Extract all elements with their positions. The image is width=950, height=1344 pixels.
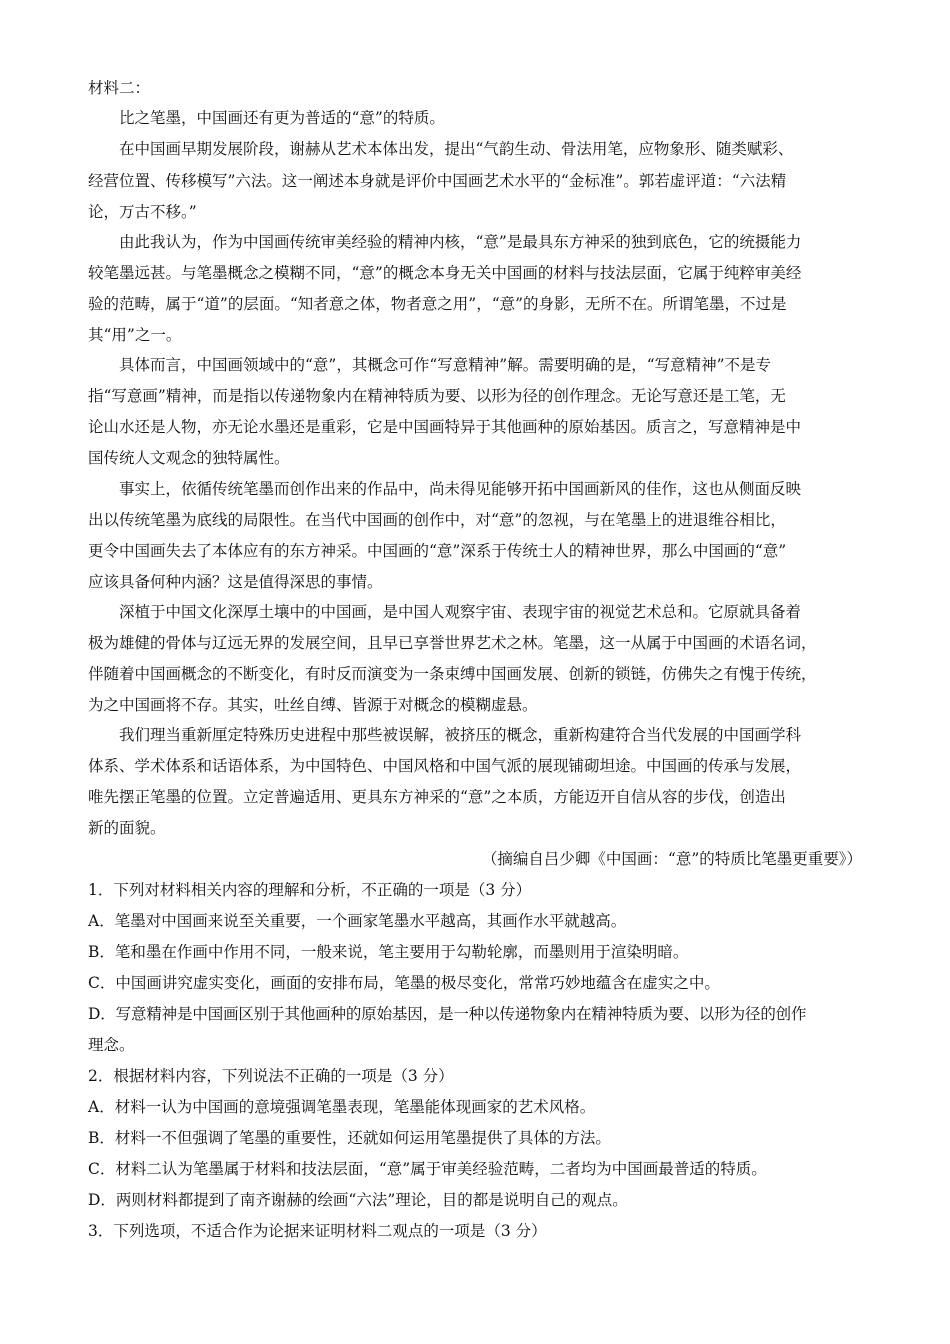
paragraph-line: 我们理当重新厘定特殊历史进程中那些被误解，被挤压的概念，重新构建符合当代发展的中国画学科 [119,726,802,744]
question-option: C．材料二认为笔墨属于材料和技法层面，“意”属于审美经验范畴，二者均为中国画最普适的特质。 [88,1160,767,1178]
question-stem: 3．下列选项，不适合作为论据来证明材料二观点的一项是（3 分） [88,1222,547,1240]
paragraph-line: 较笔墨远甚。与笔墨概念之模糊不同，“意”的概念本身无关中国画的材料与技法层面，它属于纯粹审美经 [88,264,802,282]
paragraph-line: 国传统人文观念的独特属性。 [88,449,290,467]
paragraph-line: 验的范畴，属于“道”的层面。“知者意之体，物者意之用”，“意”的身影，无所不在。所谓笔墨，不过是 [88,295,787,313]
paragraph-line: 极为雄健的骨体与辽远无界的发展空间，且早已享誉世界艺术之林。笔墨，这一从属于中国画的术语名词， [88,634,817,652]
paragraph-line: 经营位置、传移模写”六法。这一阐述本身就是评价中国画艺术水平的“金标准”。郭若虚评道：“六法精 [88,172,787,190]
paragraph-line: 事实上，依循传统笔墨而创作出来的作品中，尚未得见能够开拓中国画新风的佳作，这也从侧面反映 [119,480,802,498]
question-option: D．写意精神是中国画区别于其他画种的原始基因，是一种以传递物象内在精神特质为要、以形为径的创作 [88,1005,807,1023]
paragraph-line: 比之笔墨，中国画还有更为普适的“意”的特质。 [119,109,445,127]
paragraph-line: 具体而言，中国画领域中的“意”，其概念可作“写意精神”解。需要明确的是，“写意精神”不是专 [119,356,772,374]
paragraph-line: 论，万古不移。” [88,203,197,221]
paragraph-line: 在中国画早期发展阶段，谢赫从艺术本体出发，提出“气韵生动、骨法用笔，应物象形、随类赋彩、 [119,140,794,158]
paragraph-line: 更令中国画失去了本体应有的东方神采。中国画的“意”深系于传统士人的精神世界，那么中国画的“意” [88,542,787,560]
question-option-continuation: 理念。 [88,1036,135,1054]
paragraph-line: 深植于中国文化深厚土壤中的中国画，是中国人观察宇宙、表现宇宙的视觉艺术总和。它原就具备着 [119,603,802,621]
question-option: B．材料一不但强调了笔墨的重要性，还就如何运用笔墨提供了具体的方法。 [88,1129,611,1147]
question-stem: 2．根据材料内容，下列说法不正确的一项是（3 分） [88,1067,454,1085]
question-option: D．两则材料都提到了南齐谢赫的绘画“六法”理论，目的都是说明自己的观点。 [88,1191,628,1209]
question-stem: 1．下列对材料相关内容的理解和分析，不正确的一项是（3 分） [88,881,532,899]
material-heading: 材料二： [88,79,151,97]
paragraph-line: 论山水还是人物，亦无论水墨还是重彩，它是中国画特异于其他画种的原始基因。质言之，写意精神是中 [88,418,802,436]
paragraph-line: 唯先摆正笔墨的位置。立定普遍适用、更具东方神采的“意”之本质，方能迈开自信从容的步伐，创造出 [88,788,786,806]
paragraph-line: 出以传统笔墨为底线的局限性。在当代中国画的创作中，对“意”的忽视，与在笔墨上的进退维谷相比， [88,511,786,529]
paragraph-line: 为之中国画将不存。其实，吐丝自缚、皆源于对概念的模糊虚悬。 [88,696,538,714]
question-option: A．材料一认为中国画的意境强调笔墨表现，笔墨能体现画家的艺术风格。 [88,1098,596,1116]
paragraph-line: 应该具备何种内涵？这是值得深思的事情。 [88,573,383,591]
question-option: A．笔墨对中国画来说至关重要，一个画家笔墨水平越高，其画作水平就越高。 [88,912,627,930]
paragraph-line: 伴随着中国画概念的不断变化，有时反而演变为一条束缚中国画发展、创新的锁链，仿佛失之有愧于传统， [88,665,817,683]
question-option: C．中国画讲究虚实变化，画面的安排布局，笔墨的极尽变化，常常巧妙地蕴含在虚实之中。 [88,974,720,992]
paragraph-line: 新的面貌。 [88,819,166,837]
paragraph-line: 由此我认为，作为中国画传统审美经验的精神内核，“意”是最具东方神采的独到底色，它的统摄能力 [119,233,802,251]
question-option: B．笔和墨在作画中作用不同，一般来说，笔主要用于勾勒轮廓，而墨则用于渲染明暗。 [88,943,689,961]
paragraph-line: 其“用”之一。 [88,326,182,344]
paragraph-line: 体系、学术体系和话语体系，为中国特色、中国风格和中国气派的展现铺砌坦途。中国画的传承与发展， [88,757,802,775]
source-citation: （摘编自吕少卿《中国画：“意”的特质比笔墨更重要》） [481,850,862,868]
paragraph-line: 指“写意画”精神，而是指以传递物象内在精神特质为要、以形为径的创作理念。无论写意还是工笔，无 [88,387,786,405]
